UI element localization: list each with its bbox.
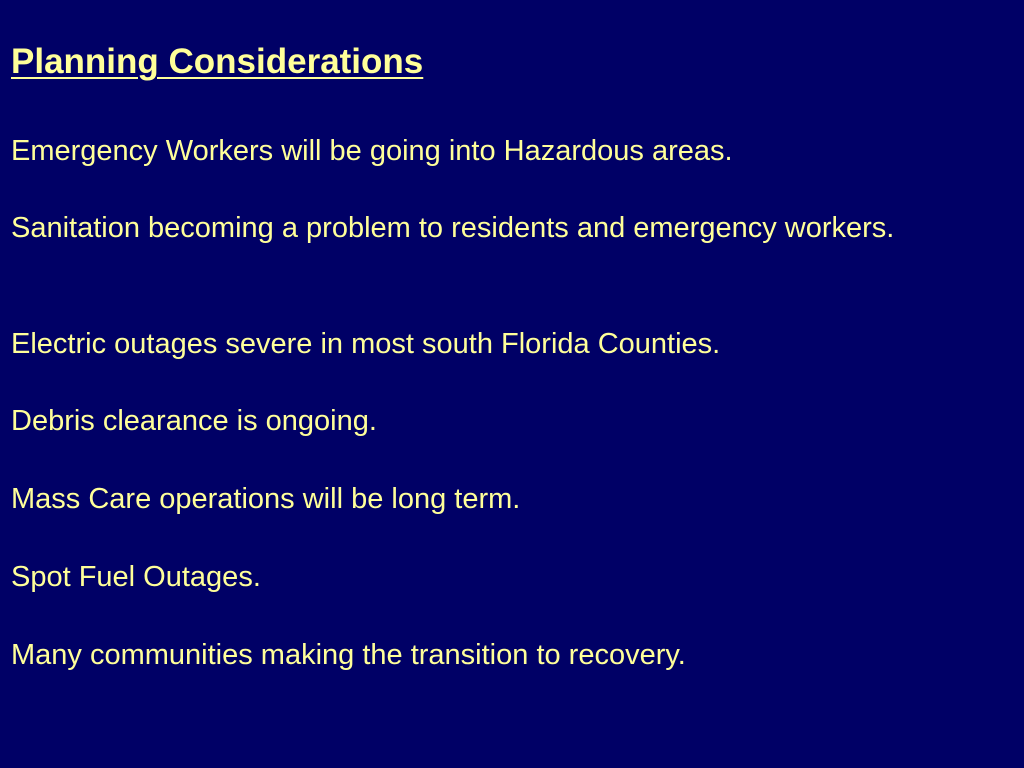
slide-title: Planning Considerations [11, 42, 424, 81]
consideration-item-recovery-transition: Many communities making the transition to recovery. [11, 639, 686, 671]
consideration-item-emergency-workers: Emergency Workers will be going into Hazardous areas. [11, 135, 733, 167]
consideration-item-debris-clearance: Debris clearance is ongoing. [11, 405, 377, 437]
consideration-item-mass-care: Mass Care operations will be long term. [11, 483, 521, 515]
consideration-item-electric-outages: Electric outages severe in most south Florida Counties. [11, 328, 721, 360]
consideration-item-fuel-outages: Spot Fuel Outages. [11, 561, 261, 593]
consideration-item-sanitation: Sanitation becoming a problem to residents and emergency workers. [11, 212, 895, 244]
